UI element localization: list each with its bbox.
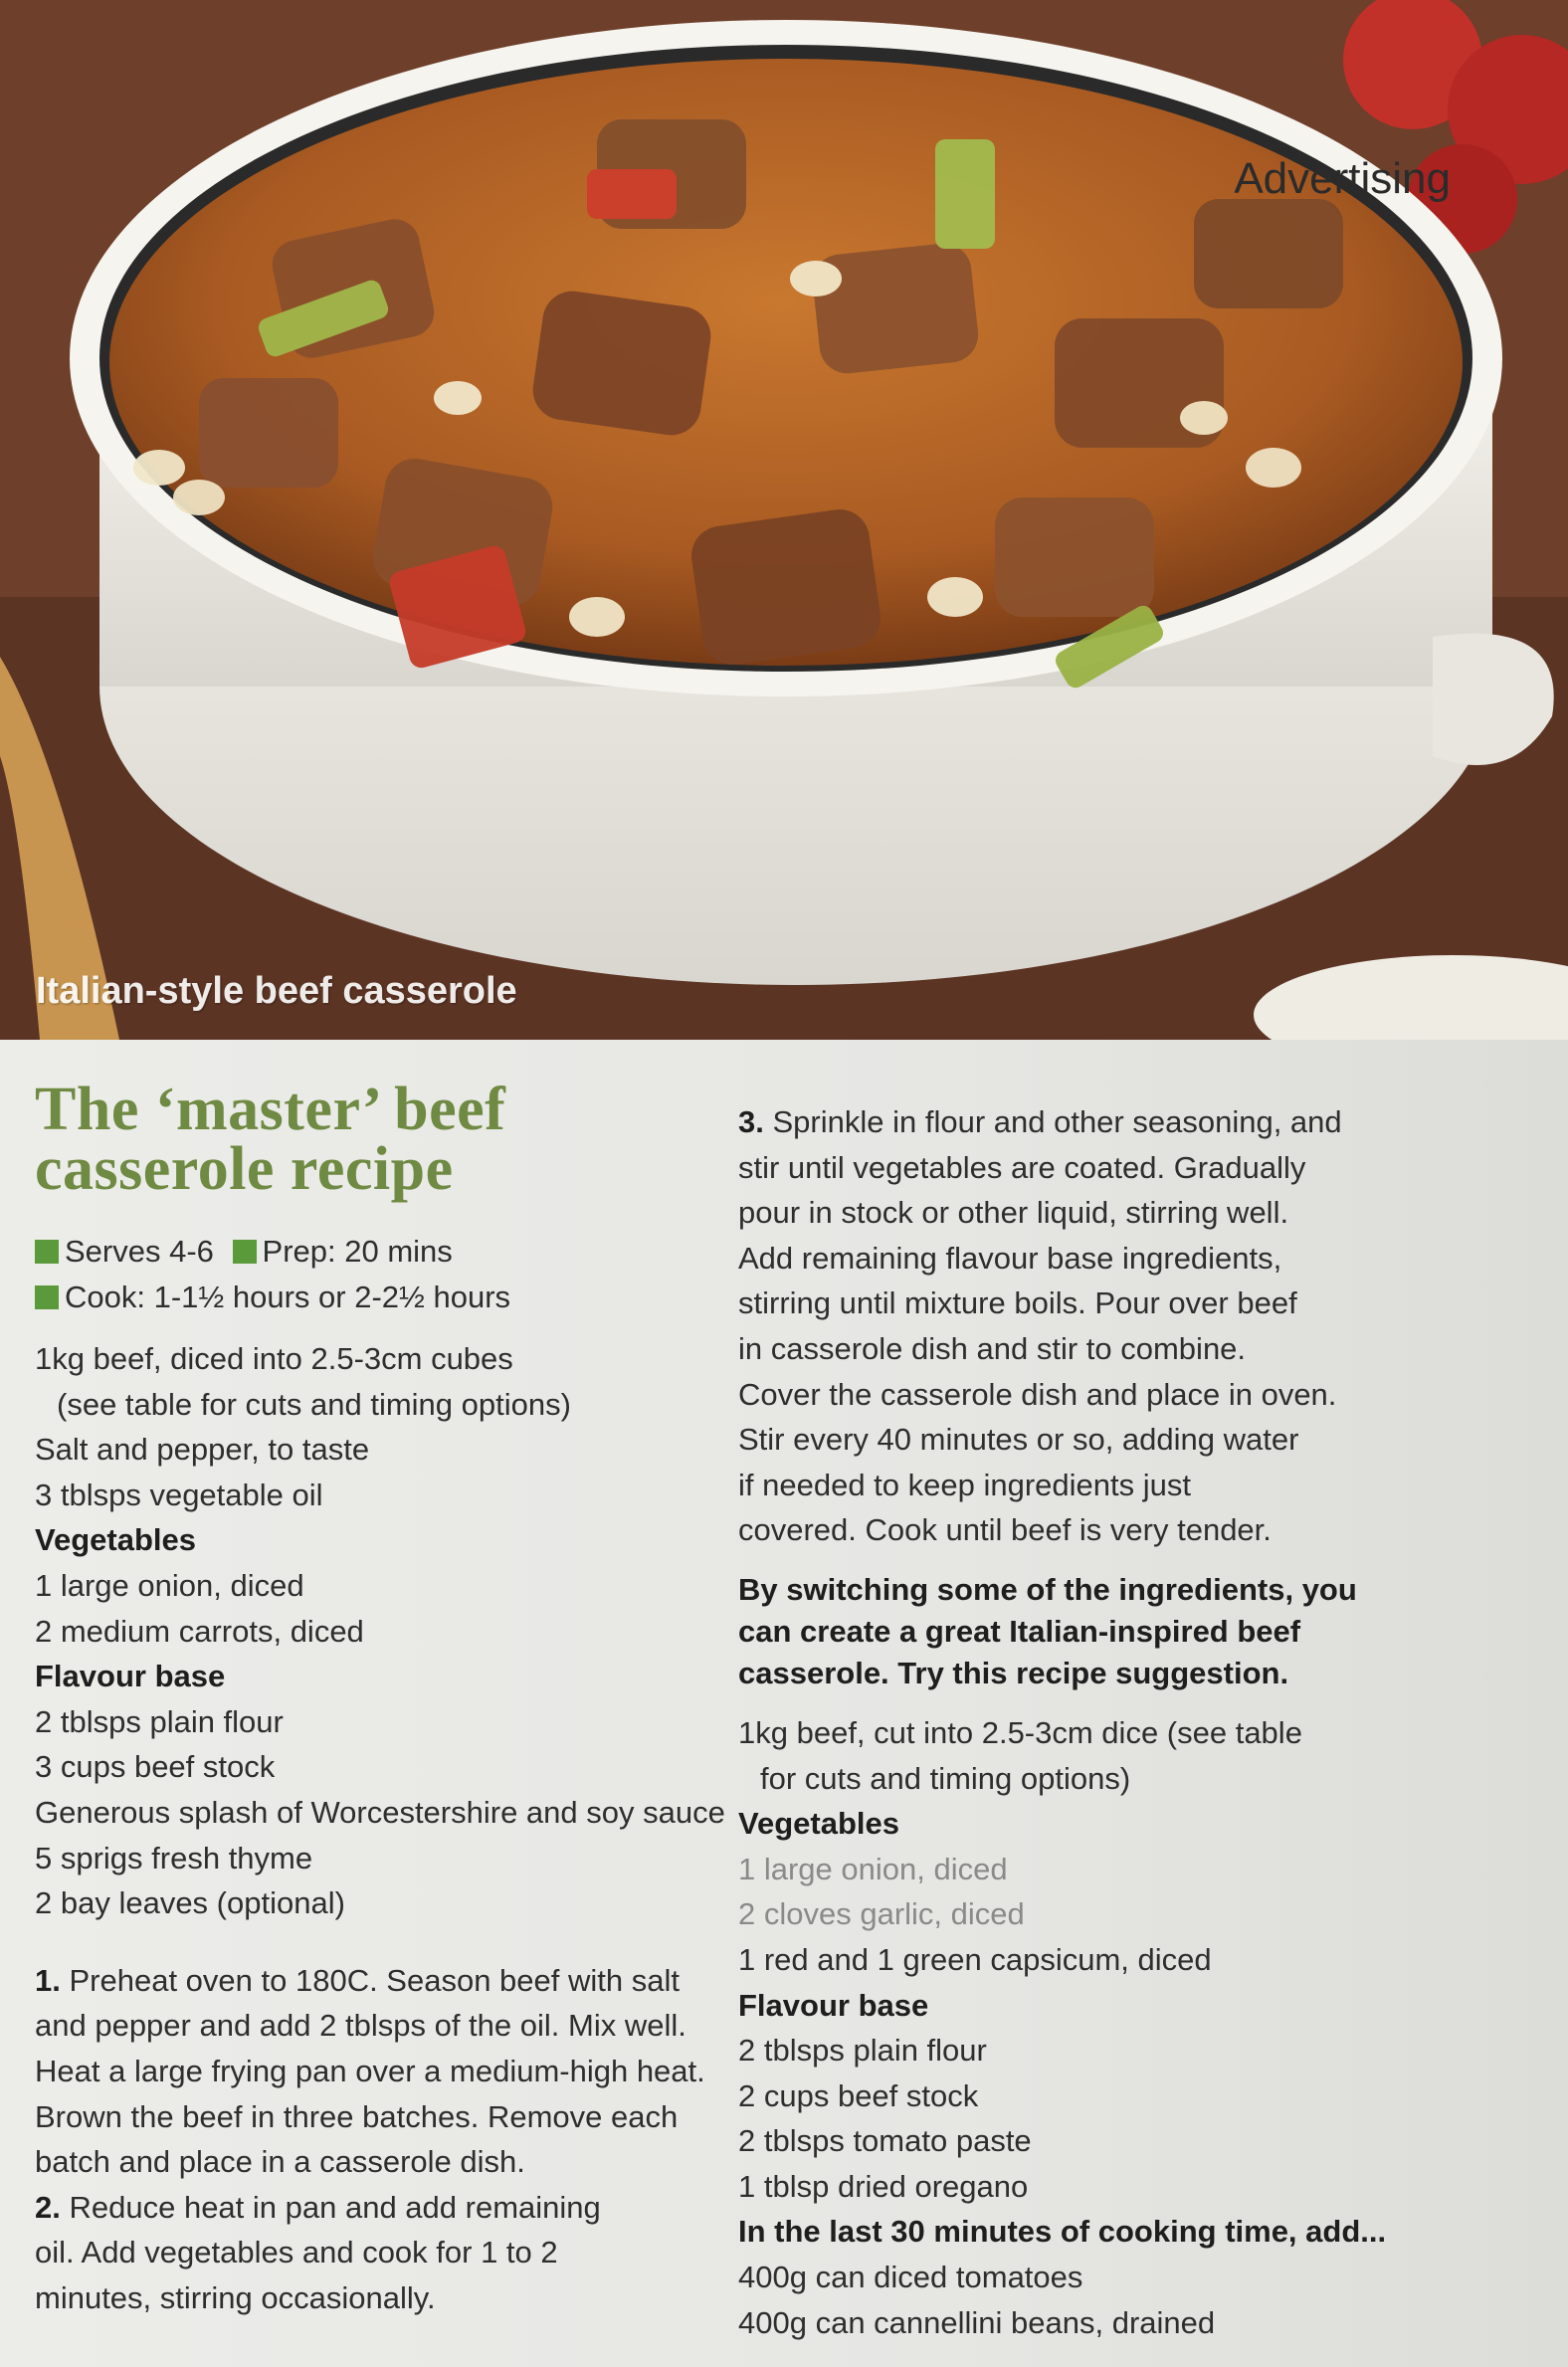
ingredient-line: 1kg beef, cut into 2.5-3cm dice (see table (738, 1714, 1302, 1750)
recipe-right-column (738, 1099, 1435, 2345)
italian-intro-line: can create a great Italian-inspired beef (738, 1613, 1301, 1649)
ingredient-line: 2 cloves garlic, diced (738, 1896, 1025, 1932)
ingredient-line: Generous splash of Worcestershire and soy sauce (35, 1794, 725, 1830)
ingredient-line: 3 cups beef stock (35, 1749, 276, 1785)
step-3-line: stir until vegetables are coated. Gradually (738, 1149, 1306, 1185)
ingredient-line: 2 tblsps plain flour (35, 1703, 284, 1739)
serves-prep-line (35, 1229, 711, 1275)
step-3-line: Add remaining flavour base ingredients, (738, 1240, 1282, 1276)
flavour-base-heading: Flavour base (35, 1659, 226, 1694)
cook-time: Cook: 1-1½ hours or 2-2½ hours (65, 1280, 511, 1314)
step-3-line: if needed to keep ingredients just (738, 1467, 1191, 1502)
ingredient-line: 400g can diced tomatoes (738, 2260, 1083, 2295)
advertising-label: Advertising (1234, 154, 1451, 203)
step-3-line: covered. Cook until beef is very tender. (738, 1512, 1272, 1548)
ingredient-line: 1 large onion, diced (738, 1851, 1008, 1886)
italian-vegetables-heading: Vegetables (738, 1806, 899, 1842)
step-number: 1. (35, 1962, 61, 1998)
step-2-line: minutes, stirring occasionally. (35, 2279, 436, 2315)
green-square-icon (35, 1240, 59, 1264)
photo-caption: Italian-style beef casserole (36, 970, 517, 1012)
italian-flavour-base-heading: Flavour base (738, 1987, 929, 2023)
step-1-line: Heat a large frying pan over a medium-high heat. (35, 2053, 705, 2088)
step-3-line: in casserole dish and stir to combine. (738, 1330, 1247, 1366)
ingredient-line: 2 cups beef stock (738, 2077, 979, 2113)
ingredient-line: 2 tblsps plain flour (738, 2033, 987, 2069)
ingredient-line: 2 bay leaves (optional) (35, 1885, 345, 1921)
step-1-line: batch and place in a casserole dish. (35, 2144, 525, 2180)
recipe-title (35, 1076, 711, 1203)
prep-time: Prep: 20 mins (262, 1234, 453, 1269)
step-number: 2. (35, 2189, 61, 2225)
italian-intro-line: By switching some of the ingredients, you (738, 1571, 1357, 1607)
ingredient-line: 1 red and 1 green capsicum, diced (738, 1941, 1212, 1977)
recipe-title-line2: casserole recipe (35, 1135, 454, 1203)
step-3-line: stirring until mixture boils. Pour over beef (738, 1285, 1297, 1321)
step-1-line: and pepper and add 2 tblsps of the oil. Mix well. (35, 2008, 686, 2044)
step-text: Reduce heat in pan and add remaining (69, 2189, 601, 2225)
step-3-line: Stir every 40 minutes or so, adding water (738, 1422, 1299, 1458)
green-square-icon (35, 1285, 59, 1309)
vegetables-heading: Vegetables (35, 1522, 196, 1558)
ingredient-line: for cuts and timing options) (760, 1760, 1131, 1796)
recipe-left-column (35, 1076, 725, 2320)
italian-intro-line: casserole. Try this recipe suggestion. (738, 1655, 1289, 1690)
step-text: Preheat oven to 180C. Season beef with salt (69, 1962, 680, 1998)
step-1-line (35, 1958, 711, 2004)
last-30-minutes-heading: In the last 30 minutes of cooking time, add... (738, 2214, 1387, 2250)
ingredient-line: 1kg beef, diced into 2.5-3cm cubes (35, 1341, 513, 1376)
step-3-line: pour in stock or other liquid, stirring well. (738, 1195, 1289, 1231)
cook-line (35, 1275, 711, 1320)
ingredient-line: 400g can cannellini beans, drained (738, 2304, 1216, 2340)
ingredient-line: 2 tblsps tomato paste (738, 2123, 1032, 2159)
ingredient-line: 3 tblsps vegetable oil (35, 1477, 323, 1512)
step-3-line: Cover the casserole dish and place in oven. (738, 1376, 1337, 1412)
step-1-line: Brown the beef in three batches. Remove each (35, 2098, 679, 2134)
recipe-title-line1: The ‘master’ beef (35, 1076, 506, 1143)
step-text: Sprinkle in flour and other seasoning, and (772, 1104, 1342, 1139)
serves: Serves 4-6 (65, 1234, 214, 1269)
step-2-line: oil. Add vegetables and cook for 1 to 2 (35, 2235, 558, 2270)
step-number: 3. (738, 1104, 764, 1139)
step-3-line (738, 1099, 1435, 1145)
ingredient-line: (see table for cuts and timing options) (57, 1386, 571, 1422)
ingredient-line: Salt and pepper, to taste (35, 1432, 370, 1468)
ingredient-line: 2 medium carrots, diced (35, 1613, 364, 1649)
ingredient-line: 1 tblsp dried oregano (738, 2168, 1029, 2204)
step-2-line (35, 2185, 711, 2231)
casserole-photo (0, 0, 1568, 1040)
green-square-icon (233, 1240, 257, 1264)
ingredient-line: 1 large onion, diced (35, 1567, 304, 1603)
ingredient-line: 5 sprigs fresh thyme (35, 1840, 313, 1875)
